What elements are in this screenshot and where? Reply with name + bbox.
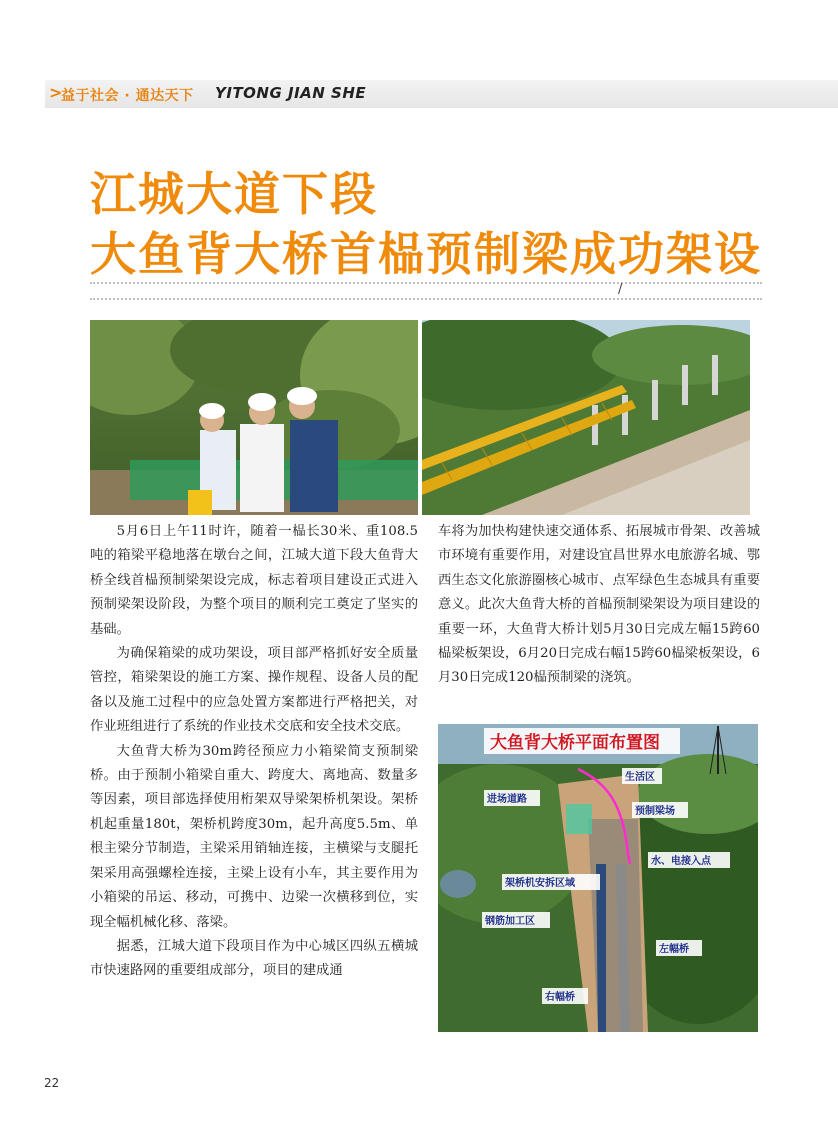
map-label-access-road: 进场道路: [487, 794, 527, 805]
header-slogan-en: YITONG JIAN SHE: [215, 84, 367, 102]
paragraph: 车将为加快构建快速交通体系、拓展城市骨架、改善城市环境有重要作用，对建设宜昌世界水电旅游名城、鄂西生态文化旅游圈核心城市、点军绿色生态城具有重要意义。此次大鱼背大桥的首榀预制梁架设为项目建设的重要一环，大鱼背大桥计划5月30日完成左幅15跨60榀梁板架设，6月20日完成右幅15跨60榀梁板架设，6月30日完成120榀预制梁的浇筑。: [438, 524, 760, 686]
article-title-line-1: 江城大道下段: [90, 167, 378, 221]
title-divider-top: [90, 282, 762, 284]
map-label-precast-yard: 预制梁场: [635, 806, 675, 817]
map-label-living: 生活区: [625, 772, 655, 783]
byline-separator: /: [618, 282, 623, 297]
article-body-right: [438, 520, 760, 691]
map-label-left-bridge: 左幅桥: [659, 944, 689, 955]
paragraph: 据悉，江城大道下段项目作为中心城区四纵五横城市快速路网的重要组成部分，项目的建成通: [90, 938, 418, 979]
chevron-right-icon: >: [49, 83, 63, 102]
site-inspection-photo: [90, 320, 418, 515]
title-divider-bottom: [90, 298, 762, 300]
map-label-right-bridge: 右幅桥: [545, 992, 575, 1003]
map-label-water-power: 水、电接入点: [651, 856, 711, 867]
article-body-left: [90, 520, 418, 984]
map-label-rebar: 钢筋加工区: [485, 916, 535, 927]
paragraph: 大鱼背大桥为30m跨径预应力小箱梁简支预制梁桥。由于预制小箱梁自重大、跨度大、离地高、数量多等因素，项目部选择使用桁架双导梁架桥机架设。架桥机起重量180t，架桥机跨度30m，起升高度5.5m、单根主梁分节制造，主梁采用销轴连接，主横梁与支腿托架采用高强螺栓连接，主梁上设有小车，其主要作用为小箱梁的吊运、移动，可携中、边梁一次横移到位，实现全幅机械化移、落梁。: [90, 743, 418, 930]
paragraph: 为确保箱梁的成功架设，项目部严格抓好安全质量管控，箱梁架设的施工方案、操作规程、设备人员的配备以及施工过程中的应急处置方案都进行严格把关，对作业班组进行了系统的作业技术交底和安全技术交底。: [90, 646, 418, 735]
article-title-line-2: 大鱼背大桥首榀预制梁成功架设: [90, 227, 762, 281]
map-title: 大鱼背大桥平面布置图: [490, 733, 660, 753]
bridge-layout-map: [438, 724, 758, 1032]
paragraph: 5月6日上午11时许，随着一榀长30米、重108.5吨的箱梁平稳地落在墩台之间，江城大道下段大鱼背大桥全线首榀预制梁架设完成，标志着项目建设正式进入预制梁架设阶段，为整个项目的顺利完工奠定了坚实的基础。: [90, 524, 418, 637]
header-slogan-cn: 益于社会 · 通达天下: [61, 88, 194, 104]
bridge-erection-machine-photo: [422, 320, 750, 515]
map-label-erector-zone: 架桥机安拆区域: [505, 878, 575, 889]
page-number: 22: [44, 1076, 60, 1090]
section-header: [45, 80, 838, 108]
